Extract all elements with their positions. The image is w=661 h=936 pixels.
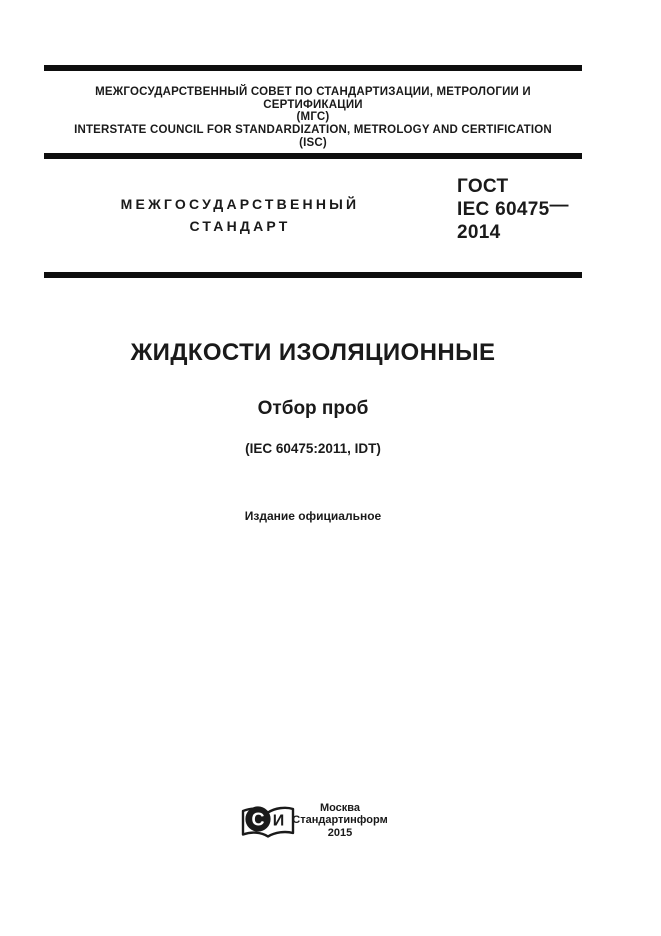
council-header — [44, 86, 582, 150]
imprint-year: 2015 — [327, 826, 353, 839]
top-rule — [44, 65, 582, 71]
council-abbr-en: (ISC) — [299, 136, 327, 149]
standard-type-line1: МЕЖГОСУДАРСТВЕННЫЙ — [120, 196, 360, 212]
designation-number-line — [457, 195, 569, 221]
standard-type-line2: СТАНДАРТ — [189, 218, 291, 234]
edition-note: Издание официальное — [244, 509, 382, 523]
imprint-city: Москва — [319, 802, 361, 814]
page-subtitle: Отбор проб — [257, 398, 369, 419]
council-name-ru: МЕЖГОСУДАРСТВЕННЫЙ СОВЕТ ПО СТАНДАРТИЗАЦИИ, МЕТРОЛОГИИ И СЕРТИФИКАЦИИ — [95, 86, 531, 111]
council-name-en: INTERSTATE COUNCIL FOR STANDARDIZATION, METROLOGY AND CERTIFICATION — [74, 124, 552, 137]
page-title: ЖИДКОСТИ ИЗОЛЯЦИОННЫЕ — [130, 339, 496, 366]
bottom-rule — [44, 272, 582, 278]
logo-letter-i: И — [272, 812, 285, 830]
logo-letter-c: С — [251, 809, 265, 830]
designation-org: ГОСТ — [457, 176, 509, 197]
imprint-text — [270, 802, 410, 839]
designation-year: 2014 — [457, 222, 501, 243]
iec-reference: (IEC 60475:2011, IDT) — [245, 441, 381, 456]
standard-designation — [457, 175, 569, 244]
middle-rule — [44, 153, 582, 159]
council-abbr-ru: (МГС) — [296, 111, 330, 124]
imprint-publisher: Стандартинформ — [292, 814, 388, 827]
designation-dash: — — [549, 195, 569, 216]
designation-number: IEC 60475 — [457, 199, 550, 220]
standard-type — [44, 193, 436, 237]
